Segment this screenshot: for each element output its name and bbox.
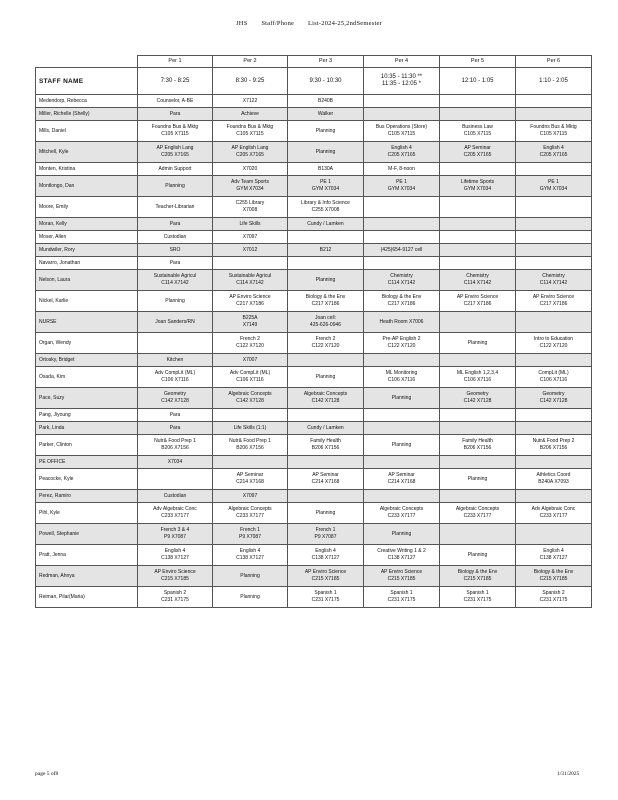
schedule-cell-per-3: Planning: [288, 503, 364, 524]
period-header-4: Per 4: [364, 56, 440, 68]
schedule-cell-per-3: Joan cell: 425-626-0946: [288, 312, 364, 333]
schedule-cell-per-2: X7020: [213, 163, 288, 176]
schedule-cell-per-6: [516, 490, 592, 503]
schedule-cell-per-5: Geometry C142 X7128: [440, 388, 516, 409]
schedule-cell-per-4: [364, 456, 440, 469]
schedule-cell-per-3: Family Health B206 X7156: [288, 435, 364, 456]
schedule-cell-per-4: M-F, 8-noon: [364, 163, 440, 176]
staff-name: Peacocke, Kyle: [36, 469, 138, 490]
table-row: [36, 121, 592, 142]
staff-name: Perez, Ramiro: [36, 490, 138, 503]
schedule-cell-per-3: PE 1 GYM X7034: [288, 176, 364, 197]
schedule-cell-per-4: Planning: [364, 388, 440, 409]
schedule-cell-per-5: Algebraic Concepts C233 X7177: [440, 503, 516, 524]
page-number: page 5 of8: [35, 771, 59, 777]
schedule-cell-per-5: Lifetime Sports GYM X7034: [440, 176, 516, 197]
table-row: [36, 95, 592, 108]
schedule-cell-per-2: X7097: [213, 490, 288, 503]
schedule-cell-per-6: Biology & the Env C215 X7185: [516, 566, 592, 587]
time-header-row: [36, 68, 592, 95]
schedule-cell-per-2: [213, 409, 288, 422]
staff-name: Moser, Allen: [36, 231, 138, 244]
staff-name: Pratt, Jenna: [36, 545, 138, 566]
schedule-cell-per-1: [138, 469, 213, 490]
schedule-cell-per-6: Nutr& Food Prep 2 B206 X7156: [516, 435, 592, 456]
schedule-cell-per-1: X7034: [138, 456, 213, 469]
table-row: [36, 257, 592, 270]
schedule-cell-per-4: Heath Room X7006: [364, 312, 440, 333]
staff-name: Reiman, Pilar(Maria): [36, 587, 138, 608]
period-header-row: [36, 56, 592, 68]
schedule-cell-per-4: [364, 422, 440, 435]
schedule-cell-per-5: [440, 218, 516, 231]
schedule-cell-per-3: Cundy / Lamken: [288, 422, 364, 435]
schedule-cell-per-2: AP Enviro Science C217 X7186: [213, 291, 288, 312]
schedule-cell-per-6: [516, 95, 592, 108]
table-row: [36, 176, 592, 197]
schedule-cell-per-2: Adv Team Sports GYM X7034: [213, 176, 288, 197]
table-row: [36, 587, 592, 608]
schedule-cell-per-2: English 4 C138 X7127: [213, 545, 288, 566]
period-time-6: 1:10 - 2:05: [516, 68, 592, 95]
schedule-cell-per-3: Planning: [288, 121, 364, 142]
staff-name: Nelson, Laura: [36, 270, 138, 291]
period-time-2: 8:30 - 9:25: [213, 68, 288, 95]
schedule-cell-per-3: AP Seminar C214 X7168: [288, 469, 364, 490]
schedule-cell-per-5: [440, 231, 516, 244]
schedule-cell-per-4: Biology & the Env C217 X7186: [364, 291, 440, 312]
staff-name: NURSE: [36, 312, 138, 333]
schedule-cell-per-5: [440, 422, 516, 435]
schedule-cell-per-3: AP Enviro Science C215 X7185: [288, 566, 364, 587]
period-header-6: Per 6: [516, 56, 592, 68]
staff-name: PE OFFICE: [36, 456, 138, 469]
schedule-cell-per-5: ML English 1,2,3,4 C106 X7116: [440, 367, 516, 388]
schedule-cell-per-6: [516, 312, 592, 333]
schedule-cell-per-5: Planning: [440, 545, 516, 566]
schedule-cell-per-3: B130A: [288, 163, 364, 176]
schedule-cell-per-6: [516, 231, 592, 244]
staff-name: Montlongo, Dan: [36, 176, 138, 197]
schedule-cell-per-4: Creative Writing 1 & 2 C138 X7127: [364, 545, 440, 566]
schedule-cell-per-3: Planning: [288, 270, 364, 291]
list-name: List-2024-25,2ndSemester: [307, 20, 382, 27]
schedule-cell-per-3: B212: [288, 244, 364, 257]
staff-name: Navarro, Jonathan: [36, 257, 138, 270]
schedule-cell-per-2: [213, 456, 288, 469]
schedule-cell-per-6: [516, 524, 592, 545]
schedule-cell-per-5: Family Health B206 X7156: [440, 435, 516, 456]
schedule-cell-per-4: [364, 231, 440, 244]
schedule-cell-per-2: X7097: [213, 231, 288, 244]
schedule-cell-per-6: [516, 108, 592, 121]
schedule-cell-per-6: CompLit (ML) C106 X7116: [516, 367, 592, 388]
staff-name: Mundwiler, Rory: [36, 244, 138, 257]
schedule-cell-per-4: Bus Operations (Store) C105 X7115: [364, 121, 440, 142]
schedule-cell-per-1: Geometry C142 X7128: [138, 388, 213, 409]
schedule-cell-per-4: AP Enviro Science C215 X7185: [364, 566, 440, 587]
schedule-cell-per-2: AP English Lang C205 X7165: [213, 142, 288, 163]
schedule-cell-per-1: Planning: [138, 291, 213, 312]
schedule-cell-per-3: [288, 354, 364, 367]
staff-name: Medendorp, Rebecca: [36, 95, 138, 108]
schedule-cell-per-4: [364, 257, 440, 270]
staff-name: Pang, Jiyoung: [36, 409, 138, 422]
schedule-cell-per-3: Algebraic Concepts C142 X7128: [288, 388, 364, 409]
schedule-cell-per-6: PE 1 GYM X7034: [516, 176, 592, 197]
schedule-cell-per-6: [516, 163, 592, 176]
schedule-cell-per-5: [440, 312, 516, 333]
table-row: [36, 367, 592, 388]
staff-name: Park, Linda: [36, 422, 138, 435]
header-corner: [36, 56, 138, 68]
schedule-cell-per-4: [364, 354, 440, 367]
staff-name: Mitchell, Kyle: [36, 142, 138, 163]
staff-name: Moore, Emily: [36, 197, 138, 218]
schedule-cell-per-6: Foundns Bus & Mktg C105 X7115: [516, 121, 592, 142]
schedule-cell-per-1: Custodian: [138, 231, 213, 244]
schedule-cell-per-1: [138, 333, 213, 354]
schedule-cell-per-2: Algebraic Concepts C142 X7128: [213, 388, 288, 409]
schedule-cell-per-4: Planning: [364, 524, 440, 545]
schedule-cell-per-1: Sustainable Agricul C114 X7142: [138, 270, 213, 291]
schedule-cell-per-6: [516, 257, 592, 270]
schedule-cell-per-2: Adv CompLit (ML) C106 X7116: [213, 367, 288, 388]
table-row: [36, 244, 592, 257]
schedule-cell-per-4: [364, 197, 440, 218]
schedule-cell-per-6: English 4 C205 X7165: [516, 142, 592, 163]
schedule-cell-per-5: [440, 197, 516, 218]
table-row: [36, 409, 592, 422]
schedule-cell-per-1: Nutr& Food Prep 1 B206 X7156: [138, 435, 213, 456]
schedule-cell-per-6: AP Enviro Science C217 X7186: [516, 291, 592, 312]
schedule-cell-per-6: [516, 244, 592, 257]
schedule-cell-per-3: Walker: [288, 108, 364, 121]
schedule-cell-per-1: Adv Algebraic Conc C233 X7177: [138, 503, 213, 524]
table-row: [36, 354, 592, 367]
schedule-cell-per-1: Joan Sanders/RN: [138, 312, 213, 333]
staff-name: Miller, Richelle (Shelly): [36, 108, 138, 121]
schedule-cell-per-4: Pre-AP English 2 C122 X7120: [364, 333, 440, 354]
period-time-1: 7:30 - 8:25: [138, 68, 213, 95]
staff-name: Pihl, Kyle: [36, 503, 138, 524]
staff-name: Pace, Suzy: [36, 388, 138, 409]
schedule-cell-per-2: Planning: [213, 566, 288, 587]
table-row: [36, 490, 592, 503]
schedule-cell-per-2: X7007: [213, 354, 288, 367]
schedule-cell-per-6: Chemistry C114 X7142: [516, 270, 592, 291]
table-row: [36, 566, 592, 587]
schedule-cell-per-3: [288, 409, 364, 422]
schedule-cell-per-4: Algebraic Concepts C233 X7177: [364, 503, 440, 524]
period-header-3: Per 3: [288, 56, 364, 68]
schedule-cell-per-2: Foundns Bus & Mktg C105 X7115: [213, 121, 288, 142]
schedule-cell-per-2: X7012: [213, 244, 288, 257]
table-row: [36, 435, 592, 456]
schedule-cell-per-2: Planning: [213, 587, 288, 608]
schedule-cell-per-6: Geometry C142 X7128: [516, 388, 592, 409]
page-title: [0, 20, 618, 27]
table-row: [36, 524, 592, 545]
period-time-5: 12:10 - 1:05: [440, 68, 516, 95]
staff-name: Mills, Daniel: [36, 121, 138, 142]
school-name: JHS: [236, 20, 248, 27]
schedule-cell-per-1: Para: [138, 409, 213, 422]
schedule-cell-per-5: Planning: [440, 469, 516, 490]
schedule-cell-per-2: [213, 257, 288, 270]
schedule-cell-per-4: [364, 108, 440, 121]
schedule-cell-per-4: AP Seminar C214 X7168: [364, 469, 440, 490]
schedule-cell-per-2: Algebraic Concepts C233 X7177: [213, 503, 288, 524]
schedule-cell-per-5: Chemistry C114 X7142: [440, 270, 516, 291]
schedule-cell-per-3: B240B: [288, 95, 364, 108]
period-time-4: 10:35 - 11:30 ** 11:35 - 12:05 *: [364, 68, 440, 95]
schedule-cell-per-1: Para: [138, 108, 213, 121]
schedule-cell-per-5: AP Seminar C205 X7165: [440, 142, 516, 163]
period-header-1: Per 1: [138, 56, 213, 68]
schedule-cell-per-6: [516, 354, 592, 367]
schedule-cell-per-5: [440, 409, 516, 422]
table-row: [36, 503, 592, 524]
schedule-cell-per-4: (425)654-9127 cell: [364, 244, 440, 257]
schedule-cell-per-1: Planning: [138, 176, 213, 197]
schedule-cell-per-5: [440, 456, 516, 469]
schedule-cell-per-3: Cundy / Lamken: [288, 218, 364, 231]
schedule-cell-per-4: Spanish 1 C231 X7175: [364, 587, 440, 608]
schedule-cell-per-6: Intro to Education C122 X7120: [516, 333, 592, 354]
schedule-cell-per-3: French 1 P9 X7087: [288, 524, 364, 545]
schedule-cell-per-6: English 4 C138 X7127: [516, 545, 592, 566]
schedule-cell-per-2: French 1 P9 X7087: [213, 524, 288, 545]
schedule-cell-per-1: Para: [138, 257, 213, 270]
table-row: [36, 197, 592, 218]
staff-name: Redman, Ahnya: [36, 566, 138, 587]
staff-name-header: STAFF NAME: [36, 68, 138, 95]
schedule-cell-per-6: [516, 422, 592, 435]
period-header-2: Per 2: [213, 56, 288, 68]
schedule-cell-per-5: [440, 354, 516, 367]
schedule-cell-per-5: [440, 524, 516, 545]
schedule-cell-per-4: Planning: [364, 435, 440, 456]
schedule-cell-per-1: Counselor, A-BE: [138, 95, 213, 108]
schedule-cell-per-5: [440, 163, 516, 176]
schedule-cell-per-6: Spanish 2 C231 X7175: [516, 587, 592, 608]
schedule-cell-per-1: AP Enviro Science C215 X7185: [138, 566, 213, 587]
schedule-cell-per-1: Para: [138, 422, 213, 435]
schedule-cell-per-1: Kitchen: [138, 354, 213, 367]
schedule-cell-per-6: [516, 456, 592, 469]
schedule-cell-per-6: [516, 409, 592, 422]
print-date: 1/31/2025: [557, 771, 580, 777]
schedule-cell-per-5: [440, 257, 516, 270]
schedule-cell-per-2: French 2 C122 X7120: [213, 333, 288, 354]
schedule-cell-per-6: Athletics Coord B240A X7093: [516, 469, 592, 490]
schedule-cell-per-3: Biology & the Env C217 X7186: [288, 291, 364, 312]
schedule-cell-per-3: [288, 257, 364, 270]
staff-name: Nickel, Karlie: [36, 291, 138, 312]
schedule-cell-per-1: Custodian: [138, 490, 213, 503]
table-row: [36, 333, 592, 354]
schedule-cell-per-6: Adv Algebraic Conc C233 X7177: [516, 503, 592, 524]
schedule-cell-per-2: Achieve: [213, 108, 288, 121]
table-row: [36, 422, 592, 435]
table-row: [36, 388, 592, 409]
schedule-cell-per-3: [288, 456, 364, 469]
schedule-cell-per-3: [288, 231, 364, 244]
schedule-cell-per-3: Planning: [288, 142, 364, 163]
schedule-cell-per-4: ML Monitoring C106 X7116: [364, 367, 440, 388]
table-row: [36, 291, 592, 312]
staff-name: Osada, Kim: [36, 367, 138, 388]
schedule-cell-per-1: SRO: [138, 244, 213, 257]
schedule-cell-per-3: French 2 C122 X7120: [288, 333, 364, 354]
schedule-cell-per-1: AP English Lang C205 X7165: [138, 142, 213, 163]
schedule-cell-per-1: Admin Support: [138, 163, 213, 176]
schedule-cell-per-1: Para: [138, 218, 213, 231]
table-row: [36, 108, 592, 121]
staff-name: Moran, Kelly: [36, 218, 138, 231]
table-row: [36, 163, 592, 176]
staff-schedule-table: [35, 55, 592, 608]
table-row: [36, 218, 592, 231]
schedule-cell-per-5: [440, 95, 516, 108]
schedule-cell-per-6: [516, 197, 592, 218]
schedule-cell-per-4: [364, 409, 440, 422]
staff-name: Parker, Clinton: [36, 435, 138, 456]
schedule-cell-per-5: Biology & the Env C215 X7185: [440, 566, 516, 587]
schedule-cell-per-2: C255 Library X7008: [213, 197, 288, 218]
schedule-cell-per-4: [364, 218, 440, 231]
table-row: [36, 270, 592, 291]
table-row: [36, 469, 592, 490]
schedule-cell-per-4: English 4 C205 X7165: [364, 142, 440, 163]
period-time-3: 9:30 - 10:30: [288, 68, 364, 95]
schedule-cell-per-2: AP Seminar C214 X7168: [213, 469, 288, 490]
schedule-cell-per-2: Life Skills: [213, 218, 288, 231]
staff-rows: [36, 95, 592, 608]
schedule-cell-per-2: B225A X7149: [213, 312, 288, 333]
schedule-cell-per-4: Chemistry C114 X7142: [364, 270, 440, 291]
staff-name: Monten, Kristina: [36, 163, 138, 176]
schedule-cell-per-1: Spanish 2 C231 X7175: [138, 587, 213, 608]
table-row: [36, 142, 592, 163]
schedule-cell-per-5: Spanish 1 C231 X7175: [440, 587, 516, 608]
schedule-cell-per-5: AP Enviro Science C217 X7186: [440, 291, 516, 312]
schedule-cell-per-2: X7122: [213, 95, 288, 108]
table-row: [36, 312, 592, 333]
schedule-cell-per-4: PE 1 GYM X7034: [364, 176, 440, 197]
schedule-cell-per-3: Planning: [288, 367, 364, 388]
document-name: Staff/Phone: [261, 20, 295, 27]
schedule-cell-per-5: [440, 490, 516, 503]
schedule-cell-per-5: Planning: [440, 333, 516, 354]
table-row: [36, 545, 592, 566]
schedule-cell-per-1: Teacher-Librarian: [138, 197, 213, 218]
schedule-cell-per-3: Library & Info Science C255 X7008: [288, 197, 364, 218]
schedule-cell-per-5: [440, 244, 516, 257]
schedule-cell-per-4: [364, 95, 440, 108]
staff-name: Organ, Wendy: [36, 333, 138, 354]
schedule-cell-per-4: [364, 490, 440, 503]
schedule-cell-per-1: English 4 C138 X7127: [138, 545, 213, 566]
table-row: [36, 456, 592, 469]
schedule-cell-per-1: Foundns Bus & Mktg C105 X7115: [138, 121, 213, 142]
schedule-cell-per-6: [516, 218, 592, 231]
schedule-cell-per-1: Adv CompLit (ML) C106 X7116: [138, 367, 213, 388]
schedule-cell-per-1: French 3 & 4 P9 X7087: [138, 524, 213, 545]
schedule-cell-per-2: Life Skills (1:1): [213, 422, 288, 435]
period-header-5: Per 5: [440, 56, 516, 68]
staff-name: Ortosky, Bridget: [36, 354, 138, 367]
schedule-cell-per-3: [288, 490, 364, 503]
schedule-cell-per-2: Nutr& Food Prep 1 B206 X7156: [213, 435, 288, 456]
schedule-cell-per-3: English 4 C138 X7127: [288, 545, 364, 566]
schedule-cell-per-3: Spanish 1 C231 X7175: [288, 587, 364, 608]
staff-name: Powell, Stephanie: [36, 524, 138, 545]
schedule-cell-per-5: Business Law C105 X7115: [440, 121, 516, 142]
schedule-cell-per-2: Sustainable Agricul C114 X7142: [213, 270, 288, 291]
table-row: [36, 231, 592, 244]
schedule-cell-per-5: [440, 108, 516, 121]
